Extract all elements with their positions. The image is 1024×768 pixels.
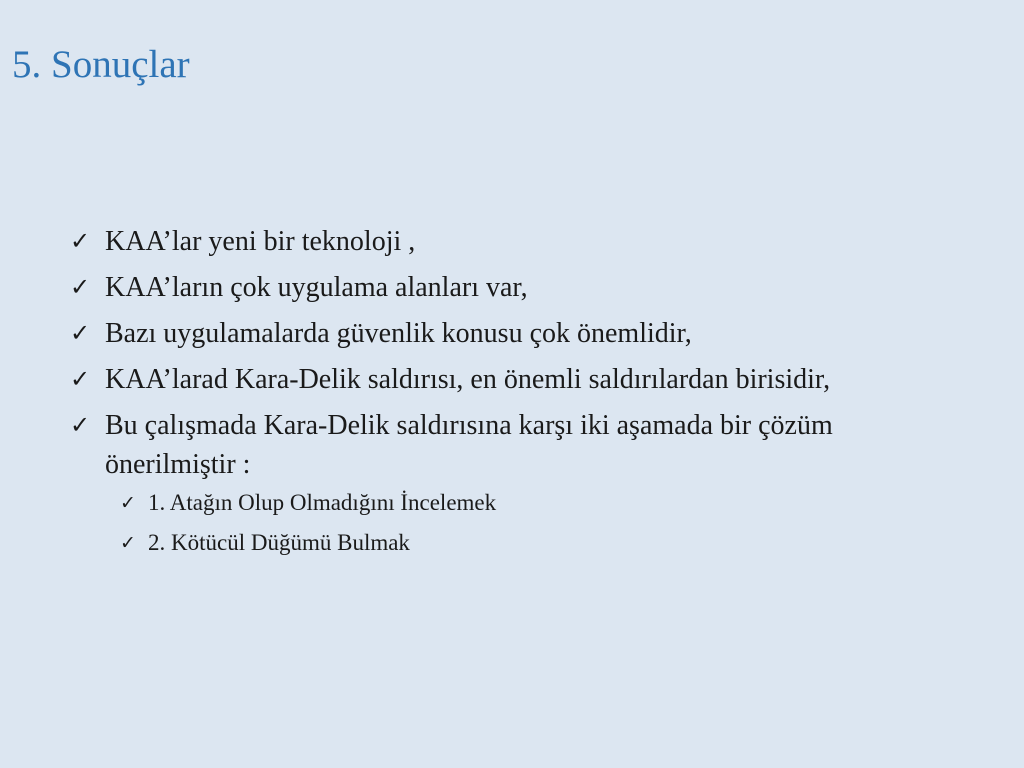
sub-bullet-list <box>105 486 950 560</box>
check-icon: ✓ <box>120 532 136 554</box>
bullet-text: Bazı uygulamalarda güvenlik konusu çok önemlidir, <box>105 318 692 349</box>
check-icon: ✓ <box>120 492 136 514</box>
bullet-text: KAA’larad Kara-Delik saldırısı, en önemli saldırılardan birisidir, <box>105 364 831 395</box>
check-icon: ✓ <box>70 273 91 301</box>
bullet-text: KAA’ların çok uygulama alanları var, <box>105 272 528 303</box>
bullet-list <box>70 222 950 567</box>
bullet-item <box>70 360 950 399</box>
sub-bullet-item <box>120 486 950 520</box>
bullet-item <box>70 314 950 353</box>
check-icon: ✓ <box>70 411 91 439</box>
sub-bullet-text: 1. Atağın Olup Olmadığını İncelemek <box>148 490 497 515</box>
check-icon: ✓ <box>70 227 91 255</box>
bullet-text: KAA’lar yeni bir teknoloji , <box>105 226 416 257</box>
check-icon: ✓ <box>70 319 91 347</box>
bullet-item <box>70 222 950 261</box>
bullet-text: Bu çalışmada Kara-Delik saldırısına karşı iki aşamada bir çözüm önerilmiştir : <box>105 410 833 480</box>
bullet-item <box>70 406 950 560</box>
check-icon: ✓ <box>70 365 91 393</box>
sub-bullet-item <box>120 526 950 560</box>
bullet-item <box>70 268 950 307</box>
sub-bullet-text: 2. Kötücül Düğümü Bulmak <box>148 530 410 555</box>
slide-title: 5. Sonuçlar <box>12 43 190 86</box>
